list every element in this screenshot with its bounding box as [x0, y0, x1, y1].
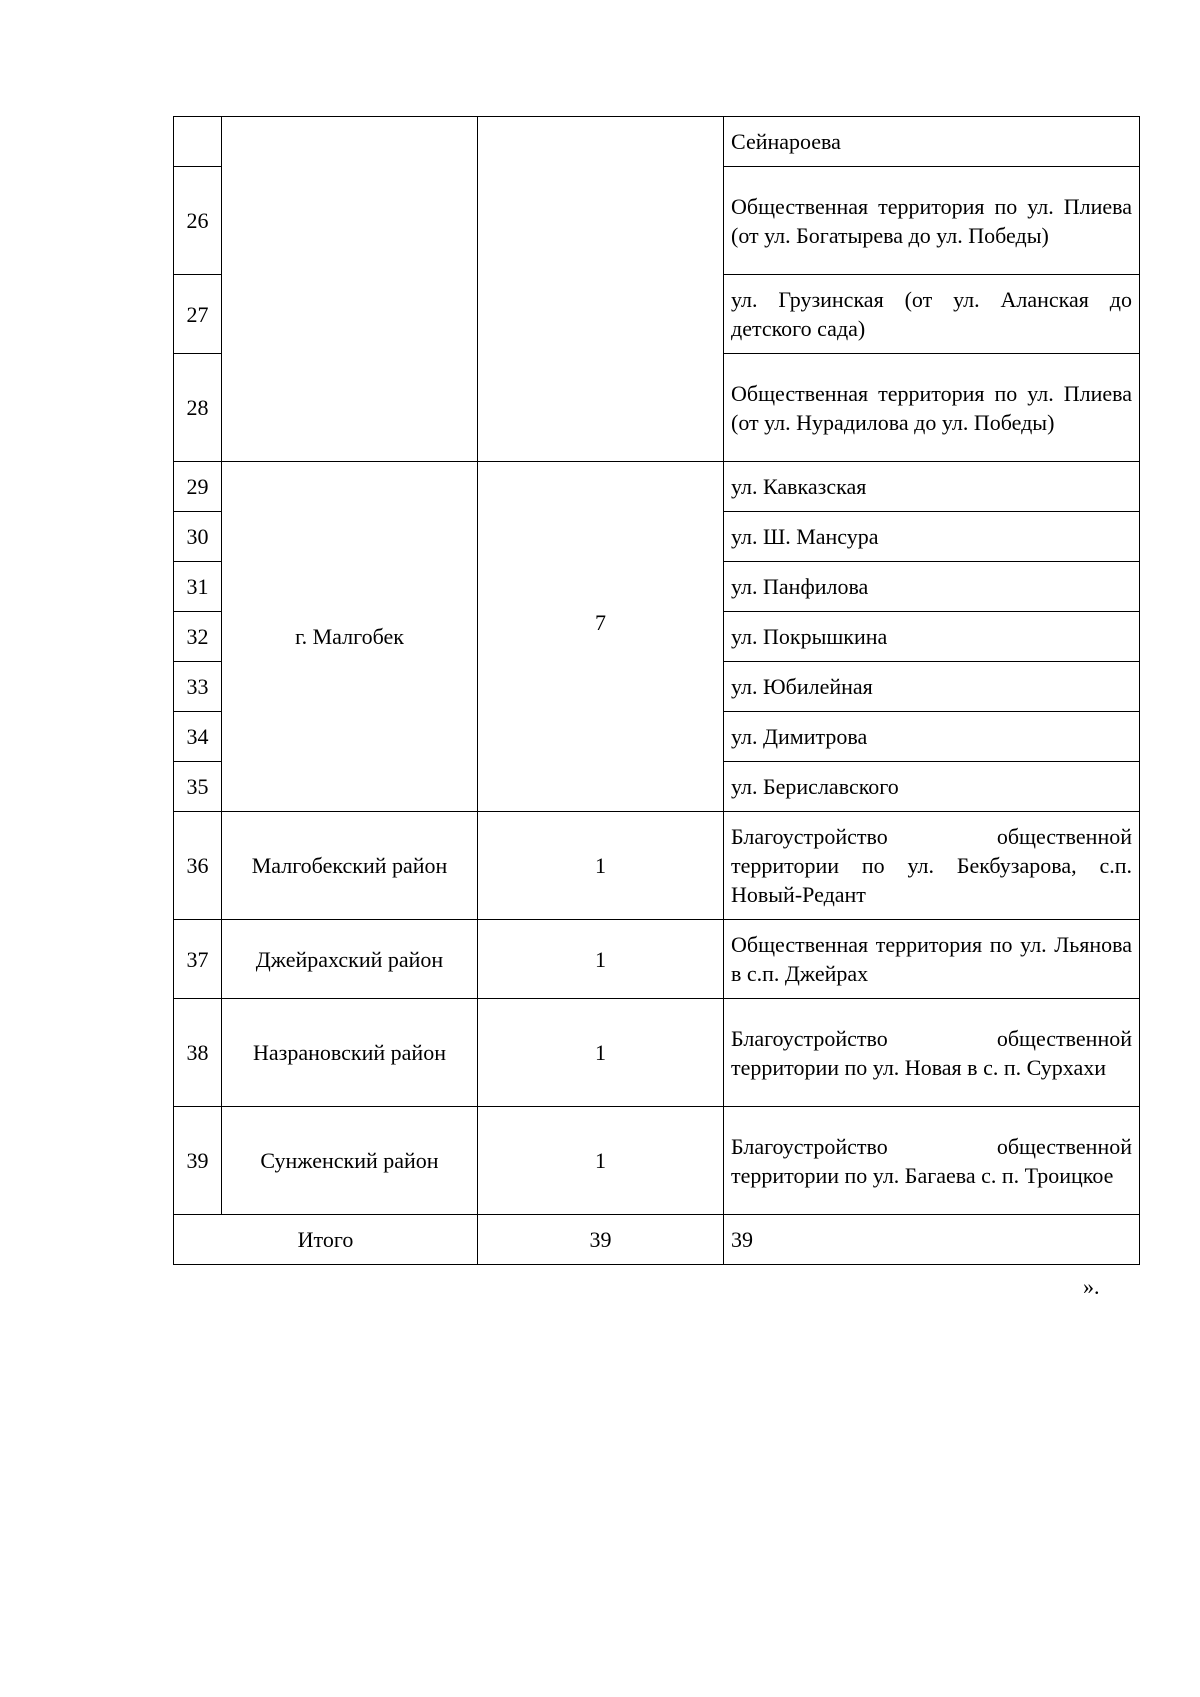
row-number: 29 [174, 462, 222, 512]
object-cell: ул. Юбилейная [724, 662, 1140, 712]
object-cell: Общественная территория по ул. Льянова в с.п. Джейрах [724, 920, 1140, 999]
row-number: 27 [174, 275, 222, 354]
count-cell: 1 [478, 999, 724, 1107]
total-label: Итого [174, 1215, 478, 1265]
table-row [174, 999, 1140, 1107]
object-cell: ул. Грузинская (от ул. Аланская до детского сада) [724, 275, 1140, 354]
municipality-cell: Джейрахский район [222, 920, 478, 999]
territories-table [173, 116, 1140, 1265]
object-cell: Благоустройство общественной территории по ул. Новая в с. п. Сурхахи [724, 999, 1140, 1107]
object-cell: ул. Димитрова [724, 712, 1140, 762]
table-row [174, 462, 1140, 512]
count-value: 7 [595, 610, 606, 635]
count-cell: 1 [478, 920, 724, 999]
object-cell: ул. Панфилова [724, 562, 1140, 612]
count-cell: 1 [478, 1107, 724, 1215]
table-row [174, 812, 1140, 920]
object-cell: Общественная территория по ул. Плиева (от ул. Богатырева до ул. Победы) [724, 167, 1140, 275]
object-cell: ул. Покрышкина [724, 612, 1140, 662]
row-number: 26 [174, 167, 222, 275]
municipality-cell: г. Малгобек [222, 462, 478, 812]
count-cell: 1 [478, 812, 724, 920]
row-number: 34 [174, 712, 222, 762]
municipality-cell: Сунженский район [222, 1107, 478, 1215]
row-number: 28 [174, 354, 222, 462]
row-number: 39 [174, 1107, 222, 1215]
object-cell: Сейнароева [724, 117, 1140, 167]
row-number [174, 117, 222, 167]
count-cell [478, 117, 724, 462]
row-number: 36 [174, 812, 222, 920]
table-row [174, 1107, 1140, 1215]
object-cell: Общественная территория по ул. Плиева (от ул. Нурадилова до ул. Победы) [724, 354, 1140, 462]
total-row [174, 1215, 1140, 1265]
row-number: 30 [174, 512, 222, 562]
object-cell: ул. Ш. Мансура [724, 512, 1140, 562]
row-number: 33 [174, 662, 222, 712]
object-cell: Благоустройство общественной территории по ул. Багаева с. п. Троицкое [724, 1107, 1140, 1215]
row-number: 31 [174, 562, 222, 612]
table-row [174, 920, 1140, 999]
closing-quote-mark: ». [1083, 1274, 1100, 1299]
total-count: 39 [478, 1215, 724, 1265]
row-number: 37 [174, 920, 222, 999]
row-number: 32 [174, 612, 222, 662]
object-cell: ул. Бериславского [724, 762, 1140, 812]
row-number: 35 [174, 762, 222, 812]
row-number: 38 [174, 999, 222, 1107]
municipality-cell: Малгобекский район [222, 812, 478, 920]
count-cell [478, 462, 724, 812]
municipality-cell [222, 117, 478, 462]
total-objects: 39 [724, 1215, 1140, 1265]
municipality-cell: Назрановский район [222, 999, 478, 1107]
object-cell: ул. Кавказская [724, 462, 1140, 512]
object-cell: Благоустройство общественной территории по ул. Бекбузарова, с.п. Новый-Редант [724, 812, 1140, 920]
table-row [174, 117, 1140, 167]
